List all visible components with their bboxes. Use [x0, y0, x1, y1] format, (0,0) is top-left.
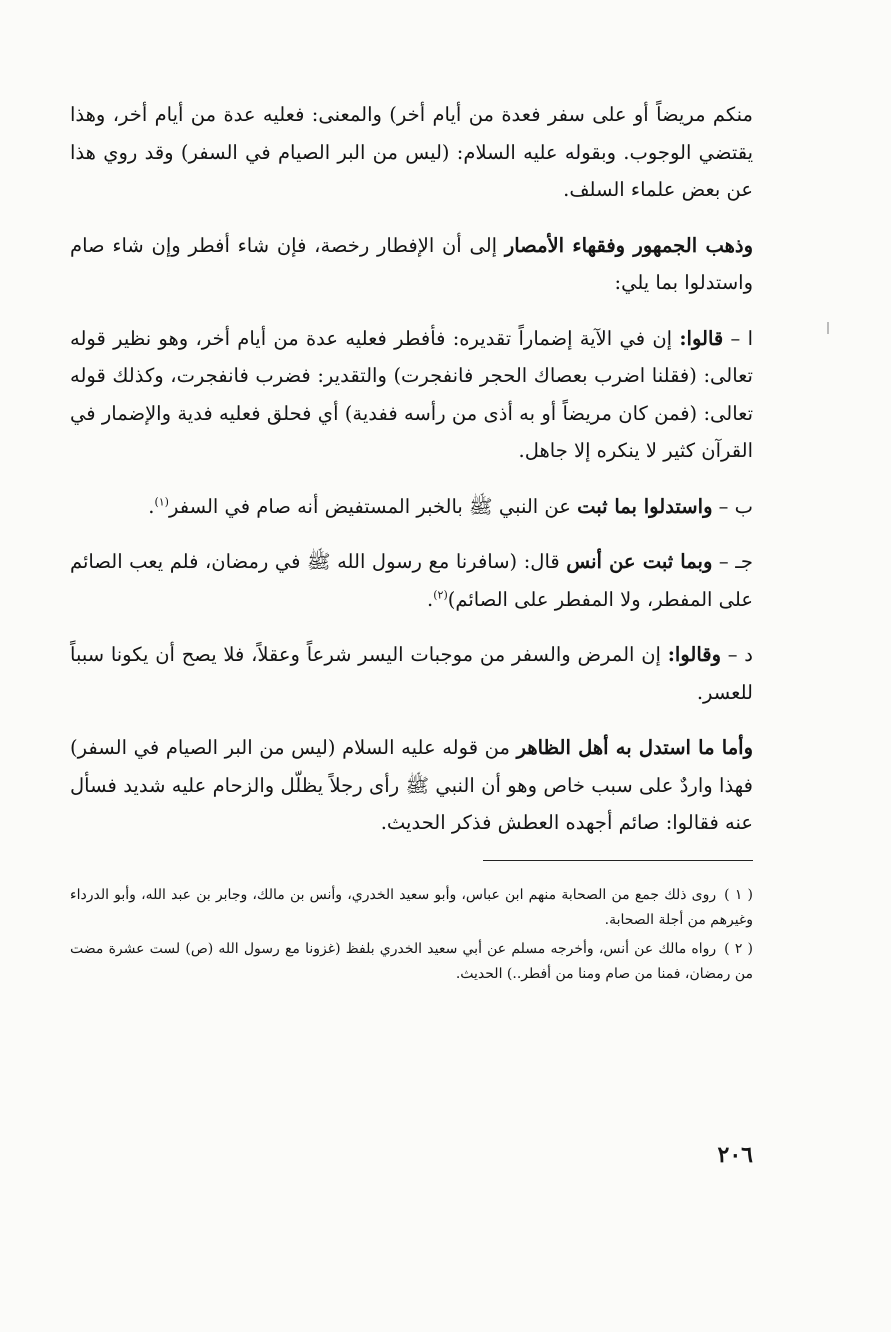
paragraph-5 — [70, 543, 753, 618]
paragraph-3-heading: قالوا: — [679, 326, 724, 350]
paragraph-7-heading: وأما ما استدل به أهل الظاهر — [516, 736, 753, 759]
paragraph-4-end: . — [148, 494, 155, 518]
paragraph-6-heading: وقالوا: — [667, 643, 722, 666]
paragraph-1 — [70, 96, 753, 209]
footnotes — [70, 883, 753, 987]
paragraph-2-text: إلى أن الإفطار رخصة، فإن شاء أفطر وإن شاء صام واستدلوا بما يلي: — [70, 233, 753, 294]
paragraph-4-heading: واستدلوا بما ثبت — [577, 494, 713, 518]
footnote-1-text: روى ذلك جمع من الصحابة منهم ابن عباس، وأبو سعيد الخدري، وأنس بن مالك، وجابر بن عبد الله، وأبو الدرداء وغيرهم من أجلة الصحابة. — [70, 886, 753, 928]
paragraph-5-text: قال: (سافرنا مع رسول الله ﷺ في رمضان، فلم يعب الصائم على المفطر، ولا المفطر على الصائم) — [70, 550, 753, 611]
footnote-2 — [70, 937, 753, 987]
paragraph-6-text: إن المرض والسفر من موجبات اليسر شرعاً وعقلاً، فلا يصح أن يكونا سبباً للعسر. — [70, 643, 753, 704]
footnote-1 — [70, 883, 753, 933]
paragraph-4-text: عن النبي ﷺ بالخبر المستفيض أنه صام في السفر — [168, 494, 578, 518]
footnote-divider — [483, 860, 753, 861]
paragraph-6 — [70, 636, 753, 711]
paragraph-1-text: منكم مريضاً أو على سفر فعدة من أيام أخر) والمعنى: فعليه عدة من أيام أخر، وهذا يقتضي الوجوب. وبقوله عليه السلام: (ليس من البر الصيام في السفر) وقد روي هذا عن بعض علماء السلف. — [70, 103, 753, 201]
paragraph-2-heading: وذهب الجمهور وفقهاء الأمصار — [504, 233, 753, 257]
page-number: ٢٠٦ — [717, 1142, 753, 1168]
paragraph-2 — [70, 227, 753, 302]
scan-mark — [827, 322, 829, 334]
footnote-2-number: ( ٢ ) — [724, 940, 753, 957]
footnote-ref-1[interactable]: (١) — [154, 495, 169, 508]
paragraph-5-marker: جـ – — [712, 550, 753, 573]
paragraph-6-marker: د – — [721, 643, 753, 666]
main-text — [70, 96, 753, 842]
footnote-2-text: رواه مالك عن أنس، وأخرجه مسلم عن أبي سعيد الخدري بلفظ (غزونا مع رسول الله (ص) لست عشرة مضت من رمضان، فمنا من صام ومنا من أفطر..) الحديث. — [70, 940, 753, 982]
paragraph-3-text: إن في الآية إضماراً تقديره: فأفطر فعليه عدة من أيام أخر، وهو نظير قوله تعالى: (فقلنا اضرب بعصاك الحجر فانفجرت) والتقدير: فضرب فانفجرت، وكذلك قوله تعالى: (فمن كان مريضاً أو به أذى من رأسه ففدية) أي فحلق فعليه فدية والإضمار في القرآن كثير لا ينكره إلا جاهل. — [70, 326, 753, 462]
footnote-ref-2[interactable]: (٢) — [433, 588, 448, 601]
footnote-1-number: ( ١ ) — [724, 886, 753, 903]
paragraph-4 — [70, 488, 753, 526]
paragraph-3-marker: ا – — [723, 326, 753, 350]
paragraph-7 — [70, 729, 753, 842]
paragraph-3 — [70, 320, 753, 470]
paragraph-5-heading: وبما ثبت عن أنس — [566, 550, 713, 573]
paragraph-7-text: من قوله عليه السلام (ليس من البر الصيام في السفر) فهذا واردٌ على سبب خاص وهو أن النبي ﷺ رأى رجلاً يظلّل والزحام عليه شديد فسأل عنه فقالوا: صائم أجهده العطش فذكر الحديث. — [70, 736, 753, 834]
paragraph-5-end: . — [427, 587, 434, 611]
paragraph-4-marker: ب – — [712, 494, 753, 518]
